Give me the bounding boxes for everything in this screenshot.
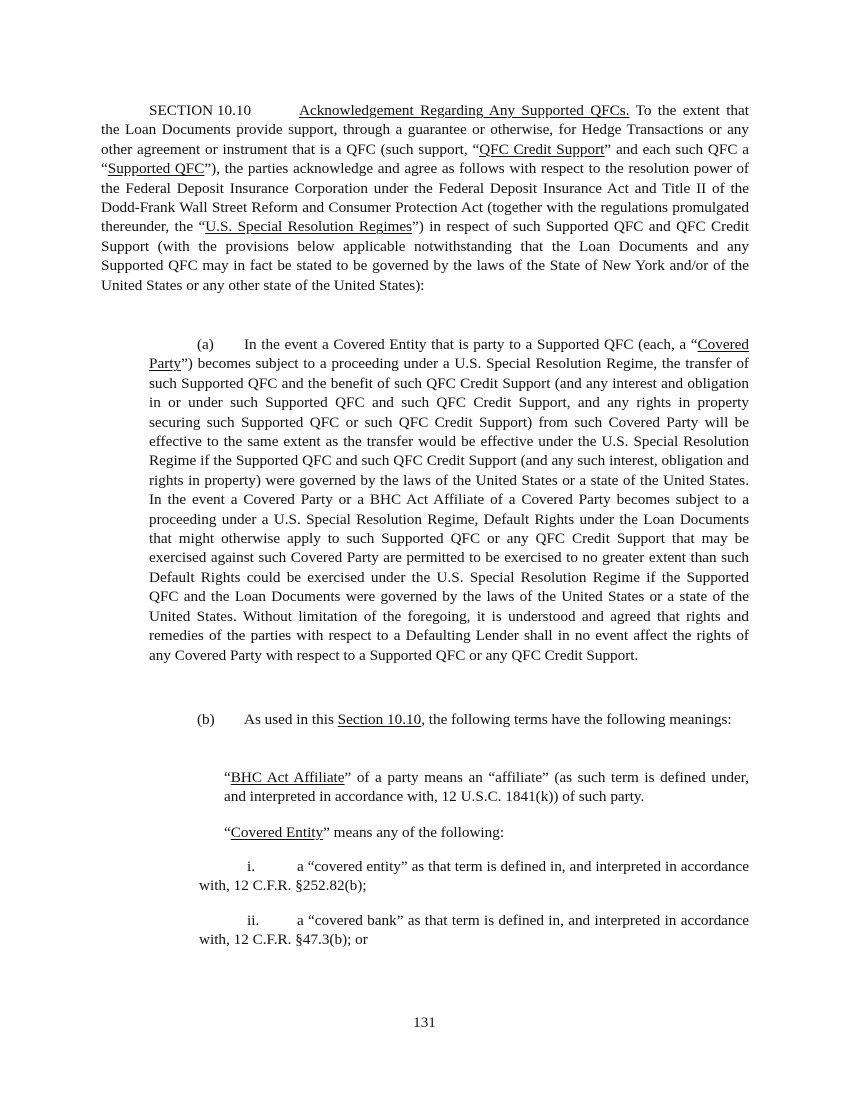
item-i-label: i. bbox=[247, 858, 256, 875]
clause-b-label: (b) bbox=[197, 711, 215, 728]
covered-party-term: Covered Party bbox=[149, 336, 749, 373]
clause-a-paragraph bbox=[149, 335, 749, 665]
item-ii-text: a “covered bank” as that term is defined in, and interpreted in accordance with, 12 C.F.R. §47.3(b); or bbox=[199, 912, 749, 949]
covered-entity-definition-text: ” means any of the following: bbox=[323, 824, 505, 841]
section-reference: Section 10.10 bbox=[337, 711, 422, 728]
clause-a-text-1: In the event a Covered Entity that is party to a Supported QFC (each, a “ bbox=[244, 336, 698, 353]
supported-qfc-term: Supported QFC bbox=[107, 160, 205, 178]
item-i-text: a “covered entity” as that term is defined in, and interpreted in accordance with, 12 C.F.R. §252.82(b); bbox=[199, 858, 749, 895]
section-heading: Acknowledgement Regarding Any Supported QFCs. bbox=[299, 102, 630, 119]
clause-b-paragraph bbox=[149, 710, 749, 729]
clause-a-label: (a) bbox=[197, 336, 214, 353]
section-text-4: ”) in respect of such Supported QFC and QFC Credit Support (with the provisions below applicable notwithstanding that the Loan Documents and any Supported QFC may in fact be stated to be governed by the laws of the State of New York and/or of the United States or any other state of the United States): bbox=[101, 218, 749, 294]
bhc-open-quote: “ bbox=[224, 769, 231, 786]
bhc-definition-text: ” of a party means an “affiliate” (as such term is defined under, and interpreted in accordance with, 12 U.S.C. 1841(k)) of such party. bbox=[224, 769, 749, 806]
covered-entity-item-i bbox=[199, 857, 749, 896]
page-number: 131 bbox=[413, 1014, 436, 1031]
clause-b-text-2: , the following terms have the following meanings: bbox=[421, 711, 732, 728]
qfc-credit-support-term: QFC Credit Support bbox=[479, 140, 605, 158]
clause-a-text-2: ”) becomes subject to a proceeding under a U.S. Special Resolution Regime, the transfer of such Supported QFC and the benefit of such QFC Credit Support (and any interest and obligation in or under such Supported QFC and such QFC Credit Support, and any rights in property securing such Supported QFC or such QFC Credit Support) from such Covered Party will be effective to the same extent as the transfer would be effective under the U.S. Special Resolution Regime if the Supported QFC and such QFC Credit Support (and any such interest, obligation and rights in property) were governed by the laws of the United States or a state of the United States. In the event a Covered Party or a BHC Act Affiliate of a Covered Party becomes subject to a proceeding under a U.S. Special Resolution Regime, Default Rights under the Loan Documents that might otherwise apply to such Supported QFC or any QFC Credit Support that may be exercised against such Covered Party are permitted to be exercised to no greater extent than such Default Rights could be exercised under the U.S. Special Resolution Regime if the Supported QFC and the Loan Documents were governed by the laws of the United States or a state of the United States. Without limitation of the foregoing, it is understood and agreed that rights and remedies of the parties with respect to a Defaulting Lender shall in no event affect the rights of any Covered Party with respect to a Supported QFC or any QFC Credit Support. bbox=[149, 355, 749, 664]
bhc-act-affiliate-definition bbox=[224, 768, 749, 807]
us-special-resolution-regimes-term: U.S. Special Resolution Regimes bbox=[205, 218, 413, 236]
clause-b-text-1: As used in this bbox=[244, 711, 338, 728]
covered-entity-definition bbox=[224, 823, 749, 842]
section-10-10-paragraph bbox=[101, 101, 749, 295]
bhc-act-affiliate-term: BHC Act Affiliate bbox=[230, 769, 345, 786]
covered-entity-term: Covered Entity bbox=[230, 824, 324, 841]
item-ii-label: ii. bbox=[247, 912, 260, 929]
section-text-2: ” and each such QFC a “ bbox=[101, 140, 749, 178]
section-number: SECTION 10.10 bbox=[149, 102, 252, 119]
section-text-3: ”), the parties acknowledge and agree as follows with respect to the resolution power of the Federal Deposit Insurance Corporation under the Federal Deposit Insurance Act and Title II of the Dodd-Frank Wall Street Reform and Consumer Protection Act (together with the regulations promulgated thereunder, the “ bbox=[101, 160, 749, 236]
section-text-1: To the extent that the Loan Documents provide support, through a guarantee or otherwise, for Hedge Transactions or any other agreement or instrument that is a QFC (such support, “ bbox=[101, 102, 749, 158]
covered-entity-open-quote: “ bbox=[224, 824, 231, 841]
covered-entity-item-ii bbox=[199, 911, 749, 950]
